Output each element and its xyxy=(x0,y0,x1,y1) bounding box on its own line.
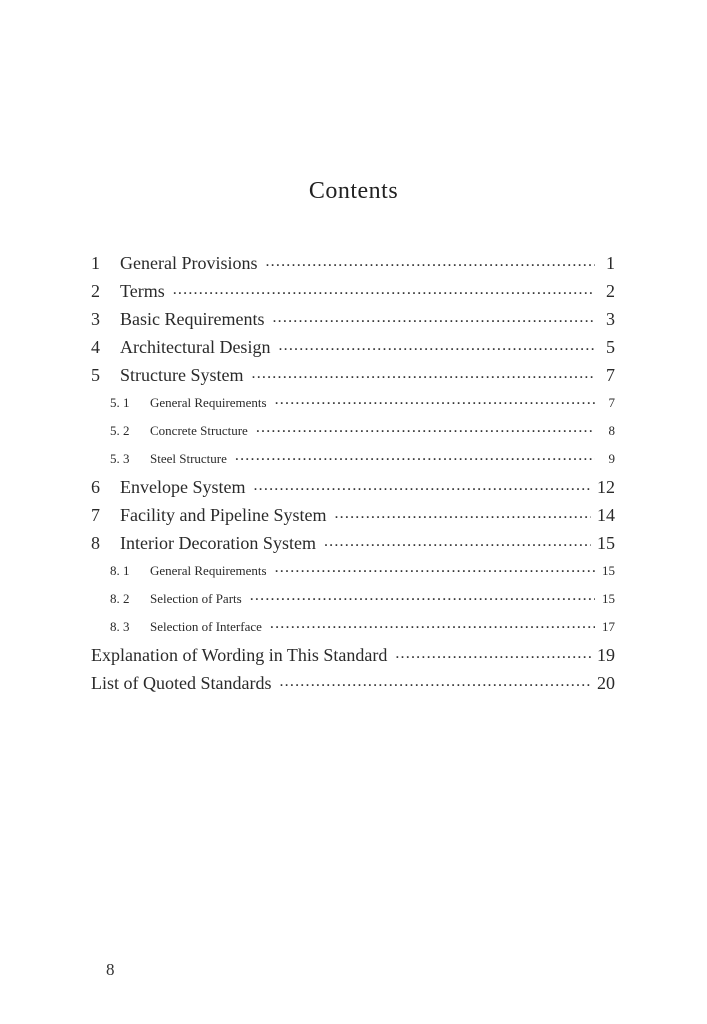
toc-subentry[interactable] xyxy=(91,613,615,641)
toc-entry-unnumbered[interactable] xyxy=(91,641,615,669)
toc-entry-title: Selection of Interface xyxy=(150,619,262,634)
toc-entry-number: 6 xyxy=(91,477,100,497)
toc-entry-title: Concrete Structure xyxy=(150,423,248,438)
toc-entry-title: Facility and Pipeline System xyxy=(120,505,327,525)
toc-entry-page: 2 xyxy=(606,281,615,301)
toc-entry-title: Steel Structure xyxy=(150,451,227,466)
toc-entry-number: 5 xyxy=(91,365,100,385)
dot-leader xyxy=(275,389,595,417)
toc-entry-number: 3 xyxy=(91,309,100,329)
dot-leader xyxy=(334,503,591,531)
toc-entry-number: 8. 2 xyxy=(110,591,130,606)
toc-entry-number: 1 xyxy=(91,253,100,273)
dot-leader xyxy=(250,585,595,613)
page-number: 8 xyxy=(106,960,115,979)
toc-entry-title: Selection of Parts xyxy=(150,591,242,606)
toc-entry-page: 9 xyxy=(608,451,615,466)
dot-leader xyxy=(173,279,595,307)
toc-entry[interactable] xyxy=(91,529,615,557)
toc-entry[interactable] xyxy=(91,333,615,361)
toc-entry[interactable] xyxy=(91,249,615,277)
toc-subentry[interactable] xyxy=(91,389,615,417)
toc-entry-title: Explanation of Wording in This Standard xyxy=(91,645,388,665)
dot-leader xyxy=(275,557,595,585)
dot-leader xyxy=(324,531,591,559)
page-title: Contents xyxy=(308,178,399,204)
toc-entry-number: 7 xyxy=(91,505,100,525)
toc-entry-title: Interior Decoration System xyxy=(120,533,316,553)
toc-entry[interactable] xyxy=(91,361,615,389)
dot-leader xyxy=(256,417,595,445)
toc-entry-number: 8. 1 xyxy=(110,563,130,578)
toc-entry-number: 5. 3 xyxy=(110,451,130,466)
toc-entry-page: 3 xyxy=(606,309,615,329)
toc-entry-title: Basic Requirements xyxy=(120,309,265,329)
toc-entry-page: 7 xyxy=(606,365,615,385)
toc-entry-title: Terms xyxy=(120,281,165,301)
toc-entry-title: Structure System xyxy=(120,365,244,385)
toc-entry-page: 8 xyxy=(608,423,615,438)
toc-entry-page: 15 xyxy=(602,563,615,578)
toc-entry-page: 14 xyxy=(597,505,615,525)
toc-subentry[interactable] xyxy=(91,557,615,585)
dot-leader xyxy=(253,475,591,503)
toc-entry-number: 8 xyxy=(91,533,100,553)
toc-entry-page: 12 xyxy=(597,477,615,497)
table-of-contents xyxy=(91,249,615,697)
toc-entry-number: 4 xyxy=(91,337,100,357)
toc-entry-title: General Requirements xyxy=(150,395,267,410)
toc-subentry[interactable] xyxy=(91,585,615,613)
toc-entry-title: List of Quoted Standards xyxy=(91,673,272,693)
toc-subentry[interactable] xyxy=(91,445,615,473)
toc-entry[interactable] xyxy=(91,277,615,305)
dot-leader xyxy=(270,613,595,641)
toc-entry[interactable] xyxy=(91,501,615,529)
toc-entry-number: 5. 2 xyxy=(110,423,130,438)
toc-entry-page: 15 xyxy=(602,591,615,606)
toc-entry-unnumbered[interactable] xyxy=(91,669,615,697)
dot-leader xyxy=(272,307,595,335)
toc-entry-title: General Provisions xyxy=(120,253,258,273)
dot-leader xyxy=(395,643,591,671)
dot-leader xyxy=(252,363,596,391)
toc-entry-page: 5 xyxy=(606,337,615,357)
toc-entry-page: 7 xyxy=(608,395,615,410)
toc-entry-page: 19 xyxy=(597,645,615,665)
toc-entry-number: 5. 1 xyxy=(110,395,130,410)
toc-entry-number: 8. 3 xyxy=(110,619,130,634)
toc-entry-number: 2 xyxy=(91,281,100,301)
toc-entry[interactable] xyxy=(91,305,615,333)
toc-entry-title: Architectural Design xyxy=(120,337,271,357)
dot-leader xyxy=(265,251,595,279)
toc-entry-title: Envelope System xyxy=(120,477,246,497)
dot-leader xyxy=(279,671,591,699)
toc-entry[interactable] xyxy=(91,473,615,501)
toc-entry-page: 20 xyxy=(597,673,615,693)
toc-entry-page: 1 xyxy=(606,253,615,273)
dot-leader xyxy=(278,335,595,363)
dot-leader xyxy=(235,445,595,473)
toc-subentry[interactable] xyxy=(91,417,615,445)
toc-entry-title: General Requirements xyxy=(150,563,267,578)
toc-entry-page: 15 xyxy=(597,533,615,553)
toc-entry-page: 17 xyxy=(602,619,615,634)
